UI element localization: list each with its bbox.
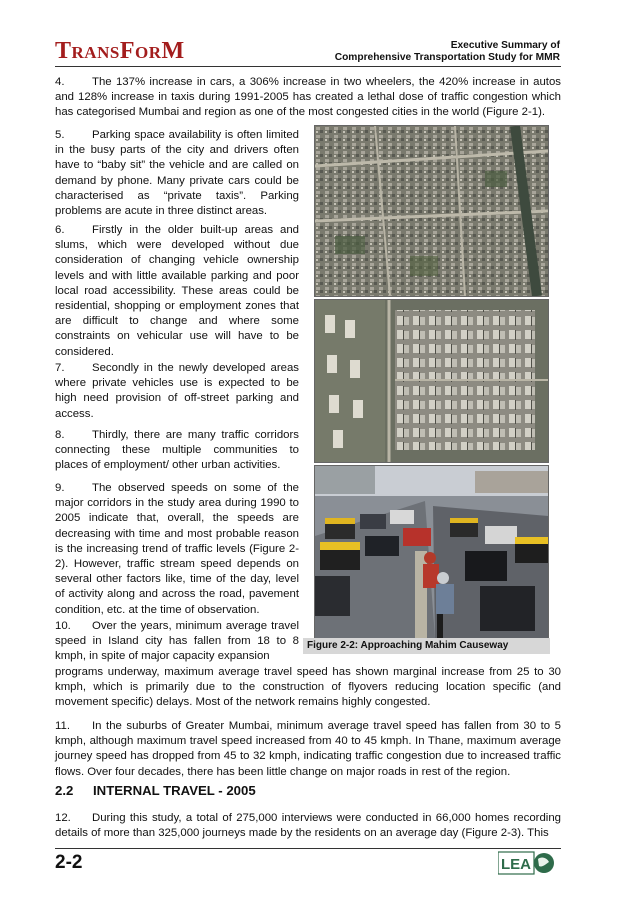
paragraph-12: 12. During this study, a total of 275,000 interviews were conducted in 66,000 homes recording details of more than 325,000 journeys made by the residents on an average day (Figure 2-3). This [55, 812, 561, 840]
page-number: 2-2 [55, 852, 83, 873]
paragraph-10-part-2: programs underway, maximum average travel speed has shown marginal increase from 25 to 30 kmph, which is primarily due to the construction of flyovers reducing location specific (and movement specific) delays. Most of the network remains highly congested. [55, 666, 561, 709]
footer-divider [55, 848, 561, 849]
header-title: Executive Summary of Comprehensive Transportation Study for MMR [334, 40, 560, 63]
paragraph-6: 6. Firstly in the older built-up areas and slums, which were developed without due consideration of changing vehicle ownership levels and with little available parking and poor local road accessibility. These areas could be residential, shopping or employment zones that are difficult to change and where some constraints on vehicular use will have to be considered. [55, 224, 299, 358]
paragraph-11: 11. In the suburbs of Greater Mumbai, minimum average travel speed has fallen from 30 to 5 kmph, although maximum travel speed increased from 40 to 45 kmph. In Thane, maximum average journey speed has dropped from 45 to 32 kmph, indicating traffic congestion due to increased traffic flows. Over four decades, there has been little change on major roads in rest of the region. [55, 720, 561, 778]
aerial-photo-new-development [314, 299, 549, 463]
svg-text:LEA: LEA [501, 856, 531, 873]
figure-caption: Figure 2-2: Approaching Mahim Causeway [303, 638, 550, 654]
paragraph-4: 4. The 137% increase in cars, a 306% increase in two wheelers, the 420% increase in autos and 128% increase in taxis during 1991-2005 has created a lethal dose of traffic congestion which has categorised Mumbai and region as one of the most congested cities in the world (Figure 2-1). [55, 76, 561, 119]
header-divider [55, 66, 561, 67]
aerial-photo-old-area [314, 125, 549, 297]
traffic-photo-mahim-causeway [314, 465, 549, 639]
paragraph-10-part-1: 10. Over the years, minimum average travel speed in Island city has fallen from 18 to 8 kmph, in spite of major capacity expansion [55, 620, 299, 663]
paragraph-7: 7. Secondly in the newly developed areas where private vehicles use is expected to be high need provision of off-street parking and access. [55, 362, 299, 420]
transform-logo: TRANSFORM [55, 38, 185, 64]
lea-logo [498, 850, 556, 876]
paragraph-5: 5. Parking space availability is often limited in the busy parts of the city and drivers often have to “baby sit” the vehicle and are called on demand by phone. Many private cars could be characterised as “private taxis”. Parking problems are acute in three distinct areas. [55, 129, 299, 218]
paragraph-9: 9. The observed speeds on some of the major corridors in the study area during 1990 to 2005 indicate that, overall, the speeds are decreasing with time and most probable reason is the increasing trend of traffic levels (Figure 2-2). However, traffic stream speed depends on several other factors like, time of the day, level of activity along and across the road, pavement condition, etc. at the time of observation. [55, 482, 299, 616]
section-heading: 2.2 INTERNAL TRAVEL - 2005 [55, 783, 256, 798]
page-header [55, 40, 560, 64]
paragraph-8: 8. Thirdly, there are many traffic corridors connecting these multiple communities to places of employment/ other urban activities. [55, 429, 299, 472]
